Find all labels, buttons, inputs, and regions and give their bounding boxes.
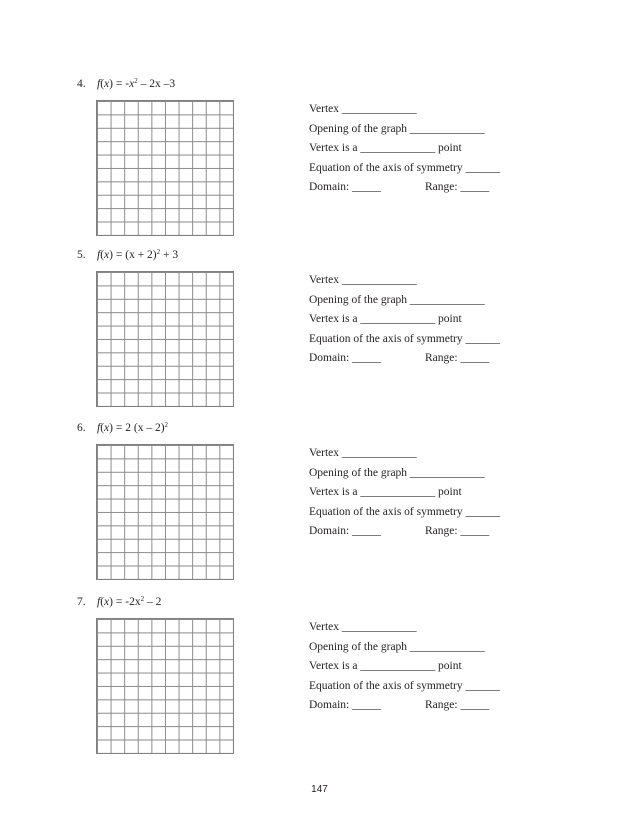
function-variable: x — [104, 422, 110, 434]
graph-grid[interactable] — [96, 100, 234, 236]
graph-grid[interactable] — [96, 271, 234, 407]
axis-line: Equation of the axis of symmetry ______ — [309, 332, 500, 345]
vertex-type-line: Vertex is a _____________ point — [309, 486, 462, 498]
function-variable: x — [104, 78, 110, 90]
domain-label: Domain: _____ — [309, 181, 381, 193]
domain-range-line — [309, 696, 500, 716]
equation-tail: + 3 — [160, 249, 179, 261]
function-name: f — [97, 78, 101, 90]
vertex-type-line: Vertex is a _____________ point — [309, 313, 462, 325]
domain-label: Domain: _____ — [309, 352, 381, 364]
domain-range-line — [309, 349, 500, 369]
function-variable: x — [104, 249, 110, 261]
graph-grid[interactable] — [96, 444, 234, 580]
problem-heading: 7. $f(x) = -2x^2 - 2$ — [77, 595, 162, 608]
answer-fields — [309, 444, 500, 542]
function-variable: x — [104, 596, 110, 608]
problem-6 — [0, 422, 639, 592]
opening-line: Opening of the graph _____________ — [309, 293, 485, 306]
equation-body: = -2x — [113, 596, 141, 608]
answer-fields — [309, 100, 500, 198]
range-label: Range: _____ — [425, 181, 490, 193]
function-name: f — [97, 596, 101, 608]
opening-line: Opening of the graph _____________ — [309, 640, 485, 653]
exponent: 2 — [164, 421, 169, 429]
page-number: 147 — [311, 784, 328, 795]
equation-body: = (x + 2) — [113, 249, 157, 261]
problem-7 — [0, 596, 639, 766]
equation-body: = - — [113, 78, 130, 90]
equation-tail: – 2x –3 — [137, 78, 176, 90]
vertex-line: Vertex _____________ — [309, 621, 417, 633]
problem-5 — [0, 249, 639, 419]
vertex-type-line: Vertex is a _____________ point — [309, 660, 462, 672]
domain-range-line — [309, 178, 500, 198]
exponent: 2 — [140, 595, 145, 603]
problem-heading: 5. $f(x) = (x + 2)^2 + 3$ — [77, 248, 179, 261]
problem-number: 6. — [77, 422, 86, 434]
problem-heading: 6. f(x) = 2 (x – 2)$^2$ — [77, 421, 169, 434]
vertex-line: Vertex _____________ — [309, 103, 417, 115]
exponent: 2 — [134, 77, 138, 85]
function-name: f — [97, 249, 101, 261]
function-name: f — [97, 422, 101, 434]
answer-fields — [309, 271, 500, 369]
range-label: Range: _____ — [425, 525, 490, 537]
vertex-line: Vertex _____________ — [309, 274, 417, 286]
domain-label: Domain: _____ — [309, 525, 381, 537]
answer-fields — [309, 618, 500, 716]
equation-variable: x — [129, 78, 135, 90]
opening-line: Opening of the graph _____________ — [309, 466, 485, 479]
problem-number: 4. — [77, 78, 86, 90]
problem-4 — [0, 78, 639, 248]
graph-grid[interactable] — [96, 618, 234, 754]
range-label: Range: _____ — [425, 699, 490, 711]
opening-line: Opening of the graph _____________ — [309, 122, 485, 135]
exponent: 2 — [156, 248, 161, 256]
range-label: Range: _____ — [425, 352, 490, 364]
axis-line: Equation of the axis of symmetry ______ — [309, 505, 500, 518]
domain-label: Domain: _____ — [309, 699, 381, 711]
vertex-type-line: Vertex is a _____________ point — [309, 142, 462, 154]
problem-heading: 4. $f(x) = -x^2 - 2x$ –3 — [77, 77, 176, 90]
axis-line: Equation of the axis of symmetry ______ — [309, 161, 500, 174]
equation-tail: – 2 — [144, 596, 162, 608]
domain-range-line — [309, 522, 500, 542]
vertex-line: Vertex _____________ — [309, 447, 417, 459]
equation-body: = 2 (x – 2) — [113, 422, 165, 434]
problem-number: 5. — [77, 249, 86, 261]
problem-number: 7. — [77, 596, 86, 608]
axis-line: Equation of the axis of symmetry ______ — [309, 679, 500, 692]
